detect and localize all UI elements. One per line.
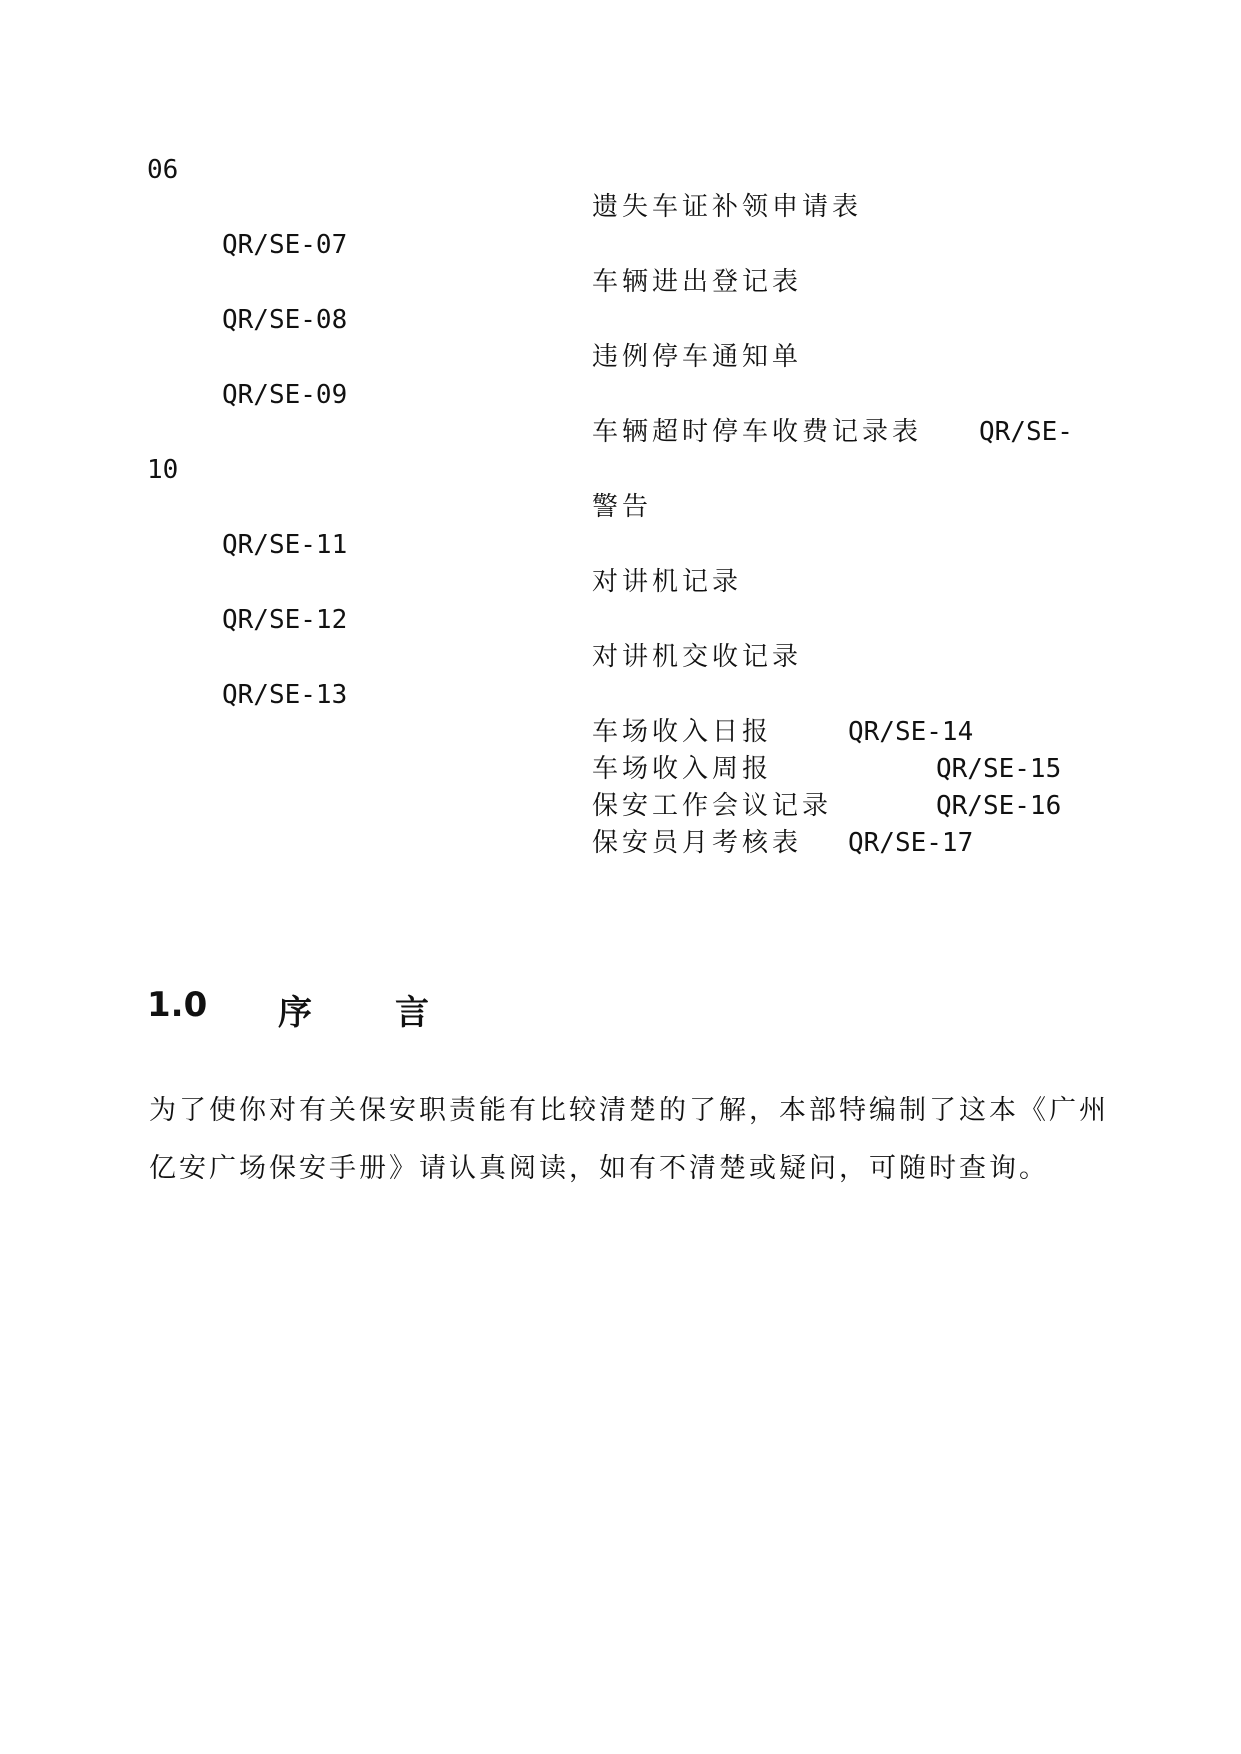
form-code: QR/SE-15: [936, 754, 1062, 784]
form-code: QR/SE-09: [222, 380, 348, 410]
form-name: 违例停车通知单: [592, 342, 803, 372]
form-code: QR/SE-14: [848, 717, 974, 747]
form-name: 对讲机记录: [592, 567, 743, 597]
form-code: QR/SE-07: [222, 230, 348, 260]
form-code: QR/SE-16: [936, 791, 1062, 821]
form-name: 车场收入日报: [592, 717, 773, 747]
form-name: 车辆超时停车收费记录表: [592, 417, 923, 447]
section-title-char: 序: [278, 993, 312, 1033]
form-name: 警告: [592, 492, 653, 522]
intro-paragraph-line: 为了使你对有关保安职责能有比较清楚的了解，本部特编制了这本《广州: [149, 1095, 1109, 1126]
form-code: QR/SE-11: [222, 530, 348, 560]
form-name: 遗失车证补领申请表: [592, 192, 863, 222]
form-name: 对讲机交收记录: [592, 642, 803, 672]
form-code: QR/SE-08: [222, 305, 348, 335]
form-code: QR/SE-: [979, 417, 1073, 447]
form-code: QR/SE-13: [222, 680, 348, 710]
form-code: QR/SE-17: [848, 828, 974, 858]
form-code: 10: [147, 455, 179, 485]
form-code: 06: [147, 155, 179, 185]
form-code: QR/SE-12: [222, 605, 348, 635]
form-name: 车辆进出登记表: [592, 267, 803, 297]
form-name: 保安员月考核表: [592, 828, 803, 858]
form-name: 车场收入周报: [592, 754, 773, 784]
section-title-char: 言: [395, 993, 429, 1033]
intro-paragraph-line: 亿安广场保安手册》请认真阅读，如有不清楚或疑问，可随时查询。: [149, 1153, 1049, 1184]
form-name: 保安工作会议记录: [592, 791, 833, 821]
section-number: 1.0: [147, 985, 208, 1025]
